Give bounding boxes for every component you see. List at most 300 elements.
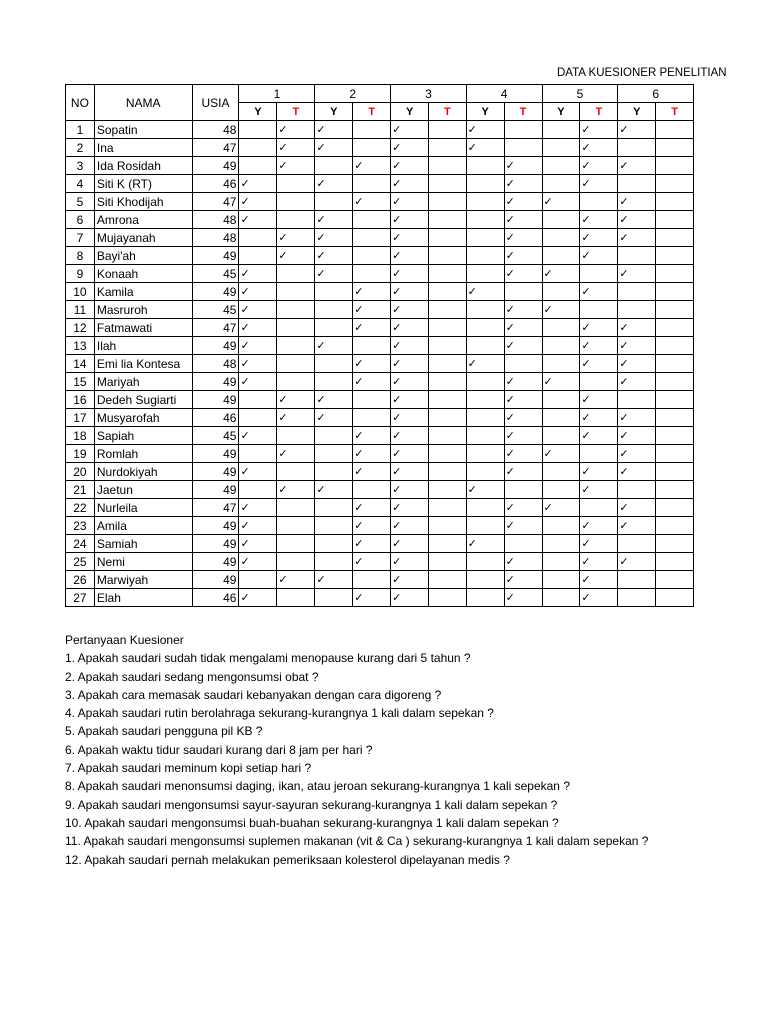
checkmark-icon: ✓ bbox=[392, 356, 402, 370]
answer-cell-q3-no bbox=[429, 229, 467, 247]
respondent-name: Konaah bbox=[94, 265, 192, 283]
answer-cell-q5-yes bbox=[542, 355, 580, 373]
header-no-answer: T bbox=[353, 103, 391, 121]
respondent-age: 49 bbox=[192, 247, 239, 265]
respondent-age: 49 bbox=[192, 481, 239, 499]
checkmark-icon: ✓ bbox=[240, 194, 250, 208]
answer-cell-q5-no bbox=[580, 535, 618, 553]
respondent-name: Sopatin bbox=[94, 121, 192, 139]
answer-cell-q2-no bbox=[353, 211, 391, 229]
row-number: 14 bbox=[66, 355, 95, 373]
answer-cell-q4-yes bbox=[466, 445, 504, 463]
answer-cell-q5-no bbox=[580, 247, 618, 265]
respondent-age: 49 bbox=[192, 463, 239, 481]
answer-cell-q5-yes bbox=[542, 211, 580, 229]
answer-cell-q1-yes bbox=[239, 517, 277, 535]
checkmark-icon: ✓ bbox=[619, 464, 629, 478]
answer-cell-q1-no bbox=[277, 319, 315, 337]
answer-cell-q4-no bbox=[504, 175, 542, 193]
respondent-age: 45 bbox=[192, 427, 239, 445]
header-yes: Y bbox=[466, 103, 504, 121]
checkmark-icon: ✓ bbox=[392, 410, 402, 424]
checkmark-icon: ✓ bbox=[505, 320, 515, 334]
answer-cell-q3-no bbox=[429, 283, 467, 301]
answer-cell-q4-yes bbox=[466, 391, 504, 409]
answer-cell-q6-no bbox=[656, 301, 694, 319]
answer-cell-q5-yes bbox=[542, 481, 580, 499]
answer-cell-q4-no bbox=[504, 139, 542, 157]
answer-cell-q4-no bbox=[504, 337, 542, 355]
answer-cell-q3-no bbox=[429, 247, 467, 265]
checkmark-icon: ✓ bbox=[354, 590, 364, 604]
answer-cell-q2-no bbox=[353, 373, 391, 391]
answer-cell-q4-no bbox=[504, 247, 542, 265]
checkmark-icon: ✓ bbox=[316, 140, 326, 154]
answer-cell-q6-no bbox=[656, 589, 694, 607]
answer-cell-q4-no bbox=[504, 535, 542, 553]
question-item: 3. Apakah cara memasak saudari kebanyakan dengan cara digoreng ? bbox=[65, 687, 442, 702]
checkmark-icon: ✓ bbox=[316, 338, 326, 352]
respondent-age: 49 bbox=[192, 445, 239, 463]
answer-cell-q6-yes bbox=[618, 283, 656, 301]
answer-cell-q3-yes bbox=[391, 373, 429, 391]
checkmark-icon: ✓ bbox=[278, 446, 288, 460]
answer-cell-q1-no bbox=[277, 139, 315, 157]
answer-cell-q2-yes bbox=[315, 409, 353, 427]
respondent-age: 49 bbox=[192, 553, 239, 571]
checkmark-icon: ✓ bbox=[619, 320, 629, 334]
respondent-name: Musyarofah bbox=[94, 409, 192, 427]
answer-cell-q5-no bbox=[580, 445, 618, 463]
answer-cell-q6-no bbox=[656, 517, 694, 535]
checkmark-icon: ✓ bbox=[392, 338, 402, 352]
checkmark-icon: ✓ bbox=[278, 572, 288, 586]
answer-cell-q6-no bbox=[656, 445, 694, 463]
answer-cell-q2-yes bbox=[315, 427, 353, 445]
answer-cell-q2-no bbox=[353, 553, 391, 571]
respondent-age: 48 bbox=[192, 121, 239, 139]
answer-cell-q6-yes bbox=[618, 301, 656, 319]
checkmark-icon: ✓ bbox=[392, 320, 402, 334]
answer-cell-q4-yes bbox=[466, 589, 504, 607]
table-row bbox=[66, 427, 694, 445]
answer-cell-q6-yes bbox=[618, 175, 656, 193]
answer-cell-q2-no bbox=[353, 121, 391, 139]
checkmark-icon: ✓ bbox=[240, 590, 250, 604]
answer-cell-q4-no bbox=[504, 553, 542, 571]
answer-cell-q3-no bbox=[429, 499, 467, 517]
header-no-answer: T bbox=[504, 103, 542, 121]
checkmark-icon: ✓ bbox=[505, 266, 515, 280]
answer-cell-q2-no bbox=[353, 589, 391, 607]
questionnaire-table bbox=[65, 84, 694, 607]
answer-cell-q4-yes bbox=[466, 517, 504, 535]
checkmark-icon: ✓ bbox=[619, 500, 629, 514]
answer-cell-q1-yes bbox=[239, 427, 277, 445]
checkmark-icon: ✓ bbox=[543, 302, 553, 316]
answer-cell-q4-yes bbox=[466, 319, 504, 337]
header-yes: Y bbox=[391, 103, 429, 121]
checkmark-icon: ✓ bbox=[581, 176, 591, 190]
checkmark-icon: ✓ bbox=[392, 302, 402, 316]
checkmark-icon: ✓ bbox=[316, 482, 326, 496]
checkmark-icon: ✓ bbox=[581, 356, 591, 370]
answer-cell-q3-yes bbox=[391, 319, 429, 337]
answer-cell-q2-no bbox=[353, 535, 391, 553]
checkmark-icon: ✓ bbox=[619, 338, 629, 352]
answer-cell-q5-yes bbox=[542, 337, 580, 355]
header-question-6: 6 bbox=[618, 85, 694, 103]
answer-cell-q6-yes bbox=[618, 517, 656, 535]
question-item: 7. Apakah saudari meminum kopi setiap hari ? bbox=[65, 761, 312, 776]
answer-cell-q2-yes bbox=[315, 589, 353, 607]
answer-cell-q2-yes bbox=[315, 157, 353, 175]
respondent-name: Siti K (RT) bbox=[94, 175, 192, 193]
answer-cell-q4-no bbox=[504, 319, 542, 337]
checkmark-icon: ✓ bbox=[240, 518, 250, 532]
row-number: 4 bbox=[66, 175, 95, 193]
respondent-age: 47 bbox=[192, 193, 239, 211]
answer-cell-q6-no bbox=[656, 283, 694, 301]
checkmark-icon: ✓ bbox=[278, 248, 288, 262]
checkmark-icon: ✓ bbox=[581, 572, 591, 586]
checkmark-icon: ✓ bbox=[581, 518, 591, 532]
answer-cell-q1-no bbox=[277, 121, 315, 139]
answer-cell-q2-no bbox=[353, 319, 391, 337]
checkmark-icon: ✓ bbox=[467, 356, 477, 370]
answer-cell-q6-no bbox=[656, 463, 694, 481]
answer-cell-q4-no bbox=[504, 427, 542, 445]
table-row bbox=[66, 337, 694, 355]
checkmark-icon: ✓ bbox=[240, 374, 250, 388]
row-number: 8 bbox=[66, 247, 95, 265]
answer-cell-q5-yes bbox=[542, 535, 580, 553]
answer-cell-q2-no bbox=[353, 229, 391, 247]
row-number: 15 bbox=[66, 373, 95, 391]
answer-cell-q4-no bbox=[504, 193, 542, 211]
checkmark-icon: ✓ bbox=[240, 464, 250, 478]
answer-cell-q2-yes bbox=[315, 193, 353, 211]
checkmark-icon: ✓ bbox=[581, 122, 591, 136]
row-number: 1 bbox=[66, 121, 95, 139]
respondent-age: 46 bbox=[192, 589, 239, 607]
answer-cell-q6-no bbox=[656, 247, 694, 265]
answer-cell-q5-yes bbox=[542, 589, 580, 607]
answer-cell-q3-no bbox=[429, 175, 467, 193]
answer-cell-q5-no bbox=[580, 553, 618, 571]
answer-cell-q6-yes bbox=[618, 337, 656, 355]
answer-cell-q5-yes bbox=[542, 283, 580, 301]
row-number: 26 bbox=[66, 571, 95, 589]
respondent-name: Sapiah bbox=[94, 427, 192, 445]
answer-cell-q3-no bbox=[429, 409, 467, 427]
answer-cell-q4-yes bbox=[466, 499, 504, 517]
table-row bbox=[66, 445, 694, 463]
checkmark-icon: ✓ bbox=[581, 590, 591, 604]
checkmark-icon: ✓ bbox=[581, 392, 591, 406]
checkmark-icon: ✓ bbox=[392, 230, 402, 244]
answer-cell-q5-yes bbox=[542, 175, 580, 193]
answer-cell-q1-no bbox=[277, 337, 315, 355]
checkmark-icon: ✓ bbox=[619, 194, 629, 208]
checkmark-icon: ✓ bbox=[619, 518, 629, 532]
answer-cell-q2-yes bbox=[315, 499, 353, 517]
checkmark-icon: ✓ bbox=[240, 536, 250, 550]
header-yes: Y bbox=[542, 103, 580, 121]
answer-cell-q6-no bbox=[656, 337, 694, 355]
checkmark-icon: ✓ bbox=[316, 212, 326, 226]
answer-cell-q6-no bbox=[656, 373, 694, 391]
answer-cell-q1-yes bbox=[239, 319, 277, 337]
answer-cell-q2-yes bbox=[315, 553, 353, 571]
answer-cell-q5-no bbox=[580, 319, 618, 337]
answer-cell-q5-no bbox=[580, 193, 618, 211]
answer-cell-q2-no bbox=[353, 571, 391, 589]
respondent-age: 48 bbox=[192, 355, 239, 373]
table-row bbox=[66, 157, 694, 175]
respondent-name: Siti Khodijah bbox=[94, 193, 192, 211]
answer-cell-q6-no bbox=[656, 157, 694, 175]
checkmark-icon: ✓ bbox=[240, 428, 250, 442]
row-number: 19 bbox=[66, 445, 95, 463]
respondent-name: Ilah bbox=[94, 337, 192, 355]
answer-cell-q1-no bbox=[277, 193, 315, 211]
answer-cell-q1-yes bbox=[239, 193, 277, 211]
checkmark-icon: ✓ bbox=[581, 284, 591, 298]
answer-cell-q3-no bbox=[429, 355, 467, 373]
answer-cell-q6-yes bbox=[618, 121, 656, 139]
answer-cell-q5-yes bbox=[542, 571, 580, 589]
answer-cell-q3-no bbox=[429, 301, 467, 319]
table-row bbox=[66, 571, 694, 589]
checkmark-icon: ✓ bbox=[240, 284, 250, 298]
checkmark-icon: ✓ bbox=[354, 302, 364, 316]
questions-heading: Pertanyaan Kuesioner bbox=[65, 633, 184, 647]
answer-cell-q6-yes bbox=[618, 391, 656, 409]
answer-cell-q2-yes bbox=[315, 355, 353, 373]
respondent-age: 46 bbox=[192, 409, 239, 427]
header-nama: NAMA bbox=[94, 85, 192, 121]
answer-cell-q4-yes bbox=[466, 211, 504, 229]
answer-cell-q1-yes bbox=[239, 571, 277, 589]
checkmark-icon: ✓ bbox=[392, 464, 402, 478]
answer-cell-q1-no bbox=[277, 211, 315, 229]
header-no-answer: T bbox=[429, 103, 467, 121]
answer-cell-q1-yes bbox=[239, 265, 277, 283]
answer-cell-q3-yes bbox=[391, 571, 429, 589]
row-number: 5 bbox=[66, 193, 95, 211]
answer-cell-q3-yes bbox=[391, 355, 429, 373]
answer-cell-q2-yes bbox=[315, 535, 353, 553]
answer-cell-q3-no bbox=[429, 517, 467, 535]
answer-cell-q2-yes bbox=[315, 139, 353, 157]
question-item: 9. Apakah saudari mengonsumsi sayur-sayuran sekurang-kurangnya 1 kali dalam sepekan ? bbox=[65, 797, 558, 812]
answer-cell-q1-no bbox=[277, 589, 315, 607]
checkmark-icon: ✓ bbox=[581, 536, 591, 550]
checkmark-icon: ✓ bbox=[240, 212, 250, 226]
question-item: 10. Apakah saudari mengonsumsi buah-buahan sekurang-kurangnya 1 kali dalam sepekan ? bbox=[65, 815, 559, 830]
checkmark-icon: ✓ bbox=[581, 320, 591, 334]
answer-cell-q5-yes bbox=[542, 445, 580, 463]
answer-cell-q2-no bbox=[353, 139, 391, 157]
respondent-name: Amila bbox=[94, 517, 192, 535]
answer-cell-q4-no bbox=[504, 373, 542, 391]
table-row bbox=[66, 301, 694, 319]
checkmark-icon: ✓ bbox=[354, 554, 364, 568]
answer-cell-q2-no bbox=[353, 283, 391, 301]
respondent-name: Nurdokiyah bbox=[94, 463, 192, 481]
table-row bbox=[66, 229, 694, 247]
row-number: 9 bbox=[66, 265, 95, 283]
answer-cell-q6-no bbox=[656, 229, 694, 247]
table-row bbox=[66, 319, 694, 337]
header-question-4: 4 bbox=[466, 85, 542, 103]
answer-cell-q1-yes bbox=[239, 463, 277, 481]
respondent-age: 49 bbox=[192, 535, 239, 553]
row-number: 7 bbox=[66, 229, 95, 247]
answer-cell-q2-yes bbox=[315, 571, 353, 589]
checkmark-icon: ✓ bbox=[543, 266, 553, 280]
checkmark-icon: ✓ bbox=[505, 446, 515, 460]
table-row bbox=[66, 175, 694, 193]
answer-cell-q1-no bbox=[277, 391, 315, 409]
answer-cell-q2-yes bbox=[315, 265, 353, 283]
checkmark-icon: ✓ bbox=[619, 356, 629, 370]
answer-cell-q1-no bbox=[277, 571, 315, 589]
checkmark-icon: ✓ bbox=[278, 230, 288, 244]
answer-cell-q5-no bbox=[580, 301, 618, 319]
answer-cell-q1-yes bbox=[239, 247, 277, 265]
respondent-age: 49 bbox=[192, 337, 239, 355]
answer-cell-q2-yes bbox=[315, 175, 353, 193]
answer-cell-q4-no bbox=[504, 391, 542, 409]
answer-cell-q1-no bbox=[277, 409, 315, 427]
answer-cell-q3-no bbox=[429, 211, 467, 229]
header-yes: Y bbox=[315, 103, 353, 121]
row-number: 3 bbox=[66, 157, 95, 175]
answer-cell-q5-yes bbox=[542, 409, 580, 427]
answer-cell-q6-yes bbox=[618, 589, 656, 607]
answer-cell-q1-no bbox=[277, 463, 315, 481]
answer-cell-q5-no bbox=[580, 355, 618, 373]
answer-cell-q6-no bbox=[656, 553, 694, 571]
checkmark-icon: ✓ bbox=[392, 572, 402, 586]
respondent-name: Marwiyah bbox=[94, 571, 192, 589]
header-no-answer: T bbox=[656, 103, 694, 121]
checkmark-icon: ✓ bbox=[619, 446, 629, 460]
answer-cell-q5-no bbox=[580, 589, 618, 607]
checkmark-icon: ✓ bbox=[392, 428, 402, 442]
answer-cell-q6-no bbox=[656, 481, 694, 499]
checkmark-icon: ✓ bbox=[240, 554, 250, 568]
answer-cell-q1-yes bbox=[239, 409, 277, 427]
checkmark-icon: ✓ bbox=[392, 446, 402, 460]
answer-cell-q3-yes bbox=[391, 391, 429, 409]
question-item: 1. Apakah saudari sudah tidak mengalami menopause kurang dari 5 tahun ? bbox=[65, 651, 471, 666]
table-row bbox=[66, 283, 694, 301]
answer-cell-q5-yes bbox=[542, 139, 580, 157]
answer-cell-q5-no bbox=[580, 211, 618, 229]
checkmark-icon: ✓ bbox=[619, 230, 629, 244]
answer-cell-q2-no bbox=[353, 391, 391, 409]
answer-cell-q5-no bbox=[580, 175, 618, 193]
answer-cell-q3-yes bbox=[391, 481, 429, 499]
answer-cell-q1-no bbox=[277, 283, 315, 301]
checkmark-icon: ✓ bbox=[505, 410, 515, 424]
checkmark-icon: ✓ bbox=[354, 158, 364, 172]
answer-cell-q1-no bbox=[277, 229, 315, 247]
checkmark-icon: ✓ bbox=[354, 428, 364, 442]
answer-cell-q3-yes bbox=[391, 589, 429, 607]
checkmark-icon: ✓ bbox=[619, 158, 629, 172]
answer-cell-q4-yes bbox=[466, 481, 504, 499]
table-row bbox=[66, 553, 694, 571]
answer-cell-q4-yes bbox=[466, 157, 504, 175]
answer-cell-q6-yes bbox=[618, 229, 656, 247]
respondent-name: Mariyah bbox=[94, 373, 192, 391]
checkmark-icon: ✓ bbox=[505, 428, 515, 442]
checkmark-icon: ✓ bbox=[392, 374, 402, 388]
table-row bbox=[66, 193, 694, 211]
respondent-name: Ida Rosidah bbox=[94, 157, 192, 175]
checkmark-icon: ✓ bbox=[619, 266, 629, 280]
checkmark-icon: ✓ bbox=[467, 284, 477, 298]
answer-cell-q5-no bbox=[580, 409, 618, 427]
table-row bbox=[66, 535, 694, 553]
row-number: 25 bbox=[66, 553, 95, 571]
header-question-3: 3 bbox=[391, 85, 466, 103]
answer-cell-q6-no bbox=[656, 535, 694, 553]
answer-cell-q4-yes bbox=[466, 265, 504, 283]
checkmark-icon: ✓ bbox=[619, 212, 629, 226]
answer-cell-q6-no bbox=[656, 427, 694, 445]
table-row bbox=[66, 247, 694, 265]
checkmark-icon: ✓ bbox=[278, 392, 288, 406]
checkmark-icon: ✓ bbox=[505, 302, 515, 316]
checkmark-icon: ✓ bbox=[581, 230, 591, 244]
answer-cell-q3-yes bbox=[391, 553, 429, 571]
respondent-name: Bayi'ah bbox=[94, 247, 192, 265]
answer-cell-q4-yes bbox=[466, 373, 504, 391]
respondent-age: 49 bbox=[192, 391, 239, 409]
checkmark-icon: ✓ bbox=[543, 374, 553, 388]
answer-cell-q4-yes bbox=[466, 193, 504, 211]
answer-cell-q5-yes bbox=[542, 247, 580, 265]
checkmark-icon: ✓ bbox=[392, 392, 402, 406]
answer-cell-q6-yes bbox=[618, 319, 656, 337]
header-no-answer: T bbox=[277, 103, 315, 121]
respondent-name: Mujayanah bbox=[94, 229, 192, 247]
checkmark-icon: ✓ bbox=[619, 410, 629, 424]
checkmark-icon: ✓ bbox=[392, 122, 402, 136]
answer-cell-q4-yes bbox=[466, 247, 504, 265]
answer-cell-q2-yes bbox=[315, 445, 353, 463]
answer-cell-q4-no bbox=[504, 571, 542, 589]
answer-cell-q2-no bbox=[353, 499, 391, 517]
row-number: 24 bbox=[66, 535, 95, 553]
respondent-name: Amrona bbox=[94, 211, 192, 229]
answer-cell-q3-yes bbox=[391, 157, 429, 175]
answer-cell-q2-yes bbox=[315, 247, 353, 265]
answer-cell-q3-no bbox=[429, 463, 467, 481]
row-number: 13 bbox=[66, 337, 95, 355]
answer-cell-q3-yes bbox=[391, 283, 429, 301]
checkmark-icon: ✓ bbox=[392, 518, 402, 532]
question-item: 6. Apakah waktu tidur saudari kurang dari 8 jam per hari ? bbox=[65, 742, 373, 757]
respondent-age: 45 bbox=[192, 301, 239, 319]
answer-cell-q5-no bbox=[580, 463, 618, 481]
answer-cell-q1-no bbox=[277, 355, 315, 373]
